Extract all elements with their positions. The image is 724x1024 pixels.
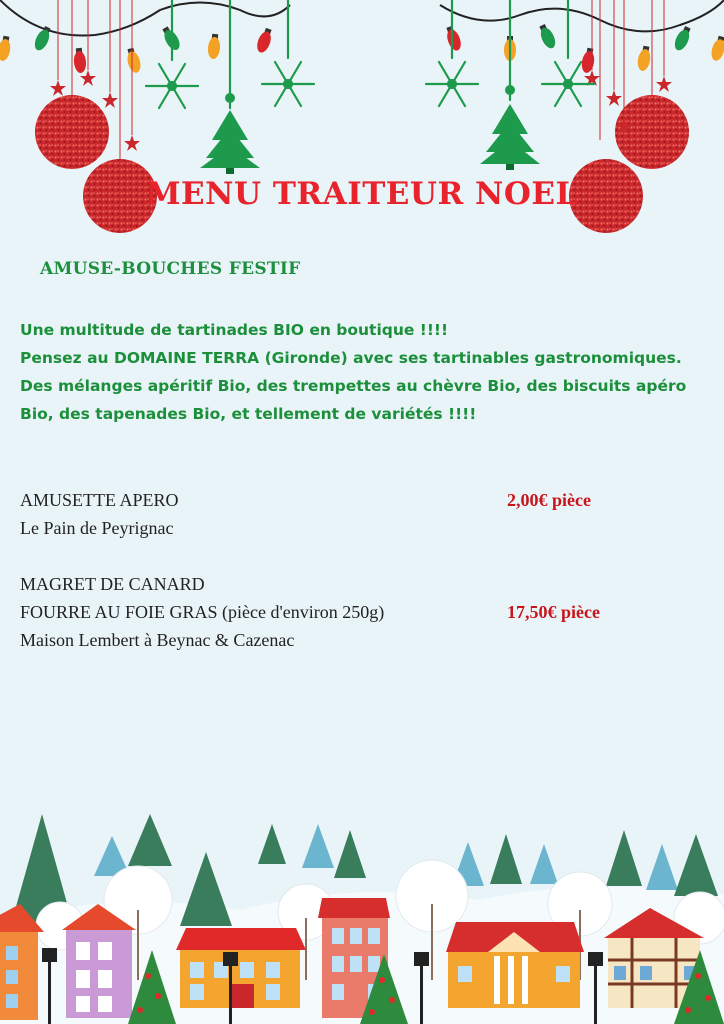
- village-scene: [0, 800, 724, 1024]
- light-string-right: [440, 0, 724, 31]
- item-name: MAGRET DE CANARD: [20, 574, 205, 594]
- section-title: AMUSE-BOUCHES FESTIF: [40, 259, 301, 279]
- item-detail: FOURRE AU FOIE GRAS (pièce d'environ 250g): [20, 602, 385, 622]
- item-price: 2,00€ pièce: [507, 490, 591, 510]
- menu-item-amusette: [20, 486, 710, 542]
- page-title: MENU TRAITEUR NOEL: [146, 176, 578, 212]
- intro-line: Une multitude de tartinades BIO en boutique !!!!: [20, 321, 449, 339]
- item-producer: Maison Lembert à Beynac & Cazenac: [20, 630, 295, 650]
- christmas-bauble-right-top: [615, 95, 689, 169]
- christmas-bauble-left-top: [35, 95, 109, 169]
- light-bulbs-left: [0, 25, 274, 74]
- hanging-threads: [58, 0, 664, 160]
- item-name: AMUSETTE APERO: [20, 490, 179, 510]
- hanging-tree-icons: [200, 104, 540, 174]
- light-bulbs-right: [444, 23, 724, 74]
- item-producer: Le Pain de Peyrignac: [20, 518, 174, 538]
- intro-text: [20, 316, 710, 428]
- intro-line: Des mélanges apéritif Bio, des trempettes au chèvre Bio, des biscuits apéro Bio, des tapenades Bio, et tellement de variétés !!!!: [20, 377, 687, 423]
- intro-line: Pensez au DOMAINE TERRA (Gironde) avec ses tartinables gastronomiques.: [20, 349, 682, 367]
- ornament-hearts: [225, 85, 515, 103]
- menu-item-magret: [20, 570, 710, 654]
- star-icons: [50, 70, 672, 151]
- item-price: 17,50€ pièce: [507, 602, 600, 622]
